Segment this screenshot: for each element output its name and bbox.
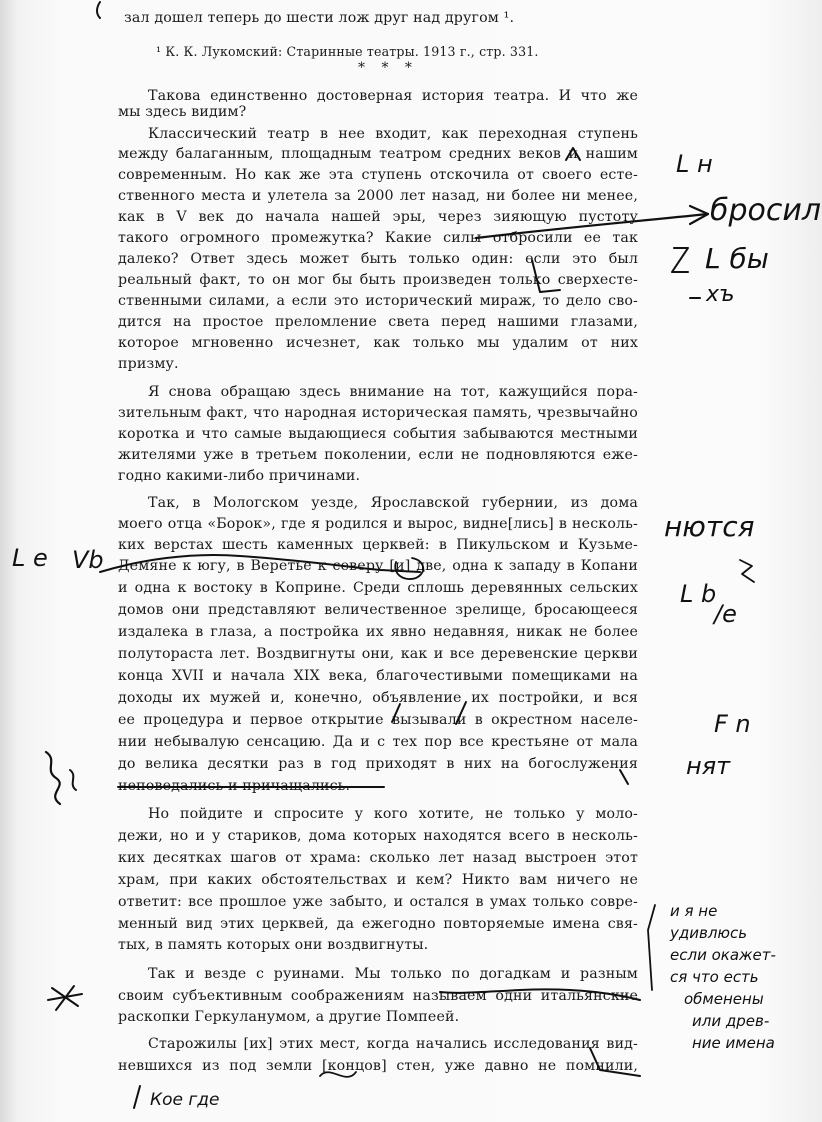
text-line: Я снова обращаю здесь внимание на тот, кажущийся пора-	[148, 384, 638, 400]
text-line: до велика десятки раз в год приходят в них на богослужения	[118, 756, 638, 772]
handwritten-note: и я не	[670, 902, 718, 920]
wavy-margin-mark	[70, 770, 76, 790]
wavy-margin-mark	[46, 752, 60, 804]
handwritten-note: хъ	[706, 282, 735, 307]
text-line: и одна к востоку в Коприне. Среди сплошь деревянных сельских	[118, 580, 638, 596]
text-line: дится на простое преломление света перед нашими глазами,	[118, 314, 638, 330]
handwritten-note: Кое где	[150, 1090, 220, 1110]
text-line: Старожилы [их] этих мест, когда начались исследования вид-	[148, 1036, 638, 1052]
handwritten-note: нят	[686, 752, 731, 780]
scribble	[320, 1072, 356, 1077]
handwritten-note: L e	[12, 544, 48, 572]
text-line: ких десятках шагов от храма: сколько лет назад выстроен этот	[118, 850, 638, 866]
text-line: своим субъективным соображениям называем одни итальянские	[118, 988, 638, 1004]
slash-mark	[456, 702, 466, 724]
text-line: ее процедура и первое открытие вызывали в окрестном населе-	[118, 712, 638, 728]
text-line: ственного места и улетела за 2000 лет назад, ни более ни менее,	[118, 188, 638, 204]
handwritten-note: ние имена	[692, 1034, 775, 1052]
handwritten-note: L бы	[705, 242, 769, 275]
text-line: Классический театр в нее входит, как переходная ступень	[148, 126, 638, 142]
text-line: храм, при каких обстоятельствах и кем? Никто вам ничего не	[118, 872, 638, 888]
text-line: конца XVII и начала XIX века, благочестивыми помещиками на	[118, 668, 638, 684]
handwritten-note: /e	[714, 600, 737, 628]
text-line: тых, в память которых они воздвигнуты.	[118, 937, 429, 953]
text-line: жителями уже в третьем поколении, если не подновляются еже-	[118, 447, 638, 463]
text-line: Такова единственно достоверная история театра. И что же	[148, 88, 638, 104]
text-line: ких верстах шесть каменных церквей: в Пикульском и Кузьме-	[118, 537, 638, 553]
loop-arrow	[100, 555, 420, 572]
handwritten-note: L н	[676, 150, 713, 178]
text-line: Демяне к югу, в Веретье к северу [и] две, одна к западу в Копани	[118, 558, 638, 574]
text-line: ственными силами, а если это исторический мираж, то дело сво-	[118, 293, 638, 309]
handwritten-note: ся что есть	[670, 968, 759, 986]
text-line-struck: неповедались и причащались.	[118, 778, 351, 794]
slash-mark	[392, 704, 400, 722]
handwritten-note: F n	[714, 710, 751, 738]
handwritten-note: или древ-	[692, 1012, 770, 1030]
text-line: доходы их мужей и, конечно, объявление их постройки, и вся	[118, 690, 638, 706]
text-line: моего отца «Борок», где я родился и вырос, видне[лись] в несколь-	[118, 516, 638, 532]
insertion-mark	[532, 260, 560, 292]
text-line: современным. Но как же эта ступень отскочила от своего есте-	[118, 167, 638, 183]
bottom-tick	[134, 1086, 140, 1108]
text-line: годно какими-либо причинами.	[118, 468, 361, 484]
text-line: полутораста лет. Воздвигнуты они, как и все деревенские церкви	[118, 646, 638, 662]
caret-mark	[566, 148, 580, 160]
text-line: зительным факт, что народная историческая память, чрезвычайно	[118, 405, 638, 421]
text-line: раскопки Геркуланумом, а другие Помпеей.	[118, 1009, 460, 1025]
text-line: Так, в Мологском уезде, Ярославской губернии, из дома	[148, 495, 638, 511]
text-line: менный вид этих церквей, да ежегодно повторяемые имена свя-	[118, 916, 638, 932]
handwritten-note: если окажет-	[670, 946, 776, 964]
arrow-line	[476, 214, 708, 238]
note-bracket	[648, 905, 655, 990]
text-line: нии небывалую сенсацию. Да и с тех пор все крестьяне от мала	[118, 734, 638, 750]
text-line: далеко? Ответ здесь может быть только один: если это был	[118, 251, 638, 267]
handwritten-note: обменены	[684, 990, 764, 1008]
circle-mark	[395, 558, 423, 579]
text-line: домов они представляют величественное зрелище, бросающееся	[118, 602, 638, 618]
bracket-mark	[672, 248, 688, 272]
text-line: призму.	[118, 356, 179, 372]
text-line: которое мгновенно исчезнет, как только мы удалим от них	[118, 335, 638, 351]
text-line: реальный факт, то он мог бы быть произведен только сверхесте-	[118, 272, 638, 288]
text-line: Но пойдите и спросите у кого хотите, не только у моло-	[148, 806, 638, 822]
margin-bracket	[740, 560, 754, 582]
cross-mark	[48, 986, 82, 1010]
note-bracket	[440, 989, 640, 1000]
handwritten-note: Vb	[72, 546, 104, 574]
text-line: невшихся из под земли [концов] стен, уже давно не помнили,	[118, 1058, 638, 1074]
text-line: между балаганным, площадным театром средних веков и нашим	[118, 146, 638, 162]
text-line: зал дошел теперь до шести лож друг над другом ¹.	[124, 10, 515, 26]
corner-mark	[590, 1048, 640, 1076]
text-line: мы здесь видим?	[118, 104, 247, 120]
text-line: как в V век до начала нашей эры, через зияющую пустоту	[118, 209, 638, 225]
handwritten-note: L b	[680, 580, 717, 608]
text-line: издалека в глаза, а постройка их явно недавняя, никак не более	[118, 624, 638, 640]
text-line: Так и везде с руинами. Мы только по догадкам и разным	[148, 966, 638, 982]
section-separator: * * *	[358, 60, 418, 76]
text-line: дежи, но и у стариков, дома которых находятся всего в несколь-	[118, 828, 638, 844]
handwritten-note: удивлюсь	[670, 924, 748, 942]
footnote: ¹ К. К. Лукомский: Старинные театры. 1913 г., стр. 331.	[156, 44, 539, 59]
text-line: ответит: все прошлое уже забыто, и остался в умах только совре-	[118, 894, 638, 910]
corner-pen-mark	[97, 2, 100, 18]
text-line: коротка и что самые выдающиеся события забываются местными	[118, 426, 638, 442]
handwritten-note: нются	[664, 510, 755, 543]
text-line: такого огромного промежутка? Какие силы отбросили ее так	[118, 230, 638, 246]
margin-tick	[620, 770, 628, 784]
handwritten-note: бросил	[710, 193, 822, 228]
